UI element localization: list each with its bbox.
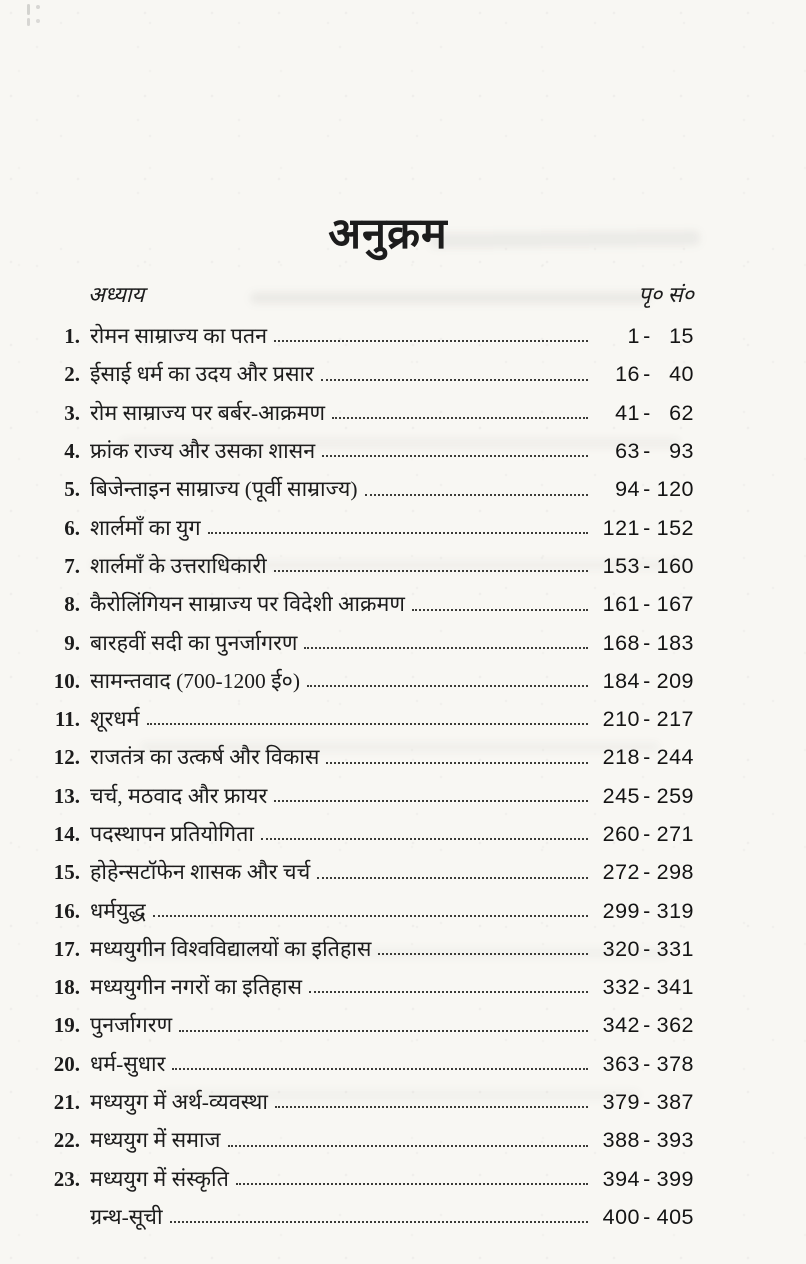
chapter-number: 18. bbox=[53, 975, 80, 1000]
page-range bbox=[594, 394, 694, 432]
toc-row bbox=[42, 317, 694, 355]
toc-row bbox=[42, 853, 694, 891]
range-dash: - bbox=[643, 668, 651, 693]
chapter-number: 1. bbox=[64, 324, 80, 349]
dot-leader bbox=[274, 340, 588, 342]
chapter-title: फ्रांक राज्य और उसका शासन bbox=[90, 439, 316, 464]
page-start: 332 bbox=[602, 975, 640, 1000]
page-end: 341 bbox=[656, 975, 694, 1000]
dot-leader bbox=[236, 1183, 588, 1185]
dot-leader bbox=[321, 379, 588, 381]
chapter-number: 16. bbox=[53, 898, 80, 923]
chapter-title: ग्रन्थ-सूची bbox=[90, 1204, 163, 1229]
dot-leader bbox=[365, 494, 588, 496]
chapter-title: शार्लमाँ के उत्तराधिकारी bbox=[90, 553, 267, 578]
range-dash: - bbox=[643, 936, 651, 961]
toc-row bbox=[42, 815, 694, 853]
page-start: 260 bbox=[602, 822, 640, 846]
page-range bbox=[594, 1160, 694, 1198]
page-range bbox=[594, 1121, 694, 1159]
toc-row bbox=[42, 624, 694, 662]
chapter-title: रोमन साम्राज्य का पतन bbox=[90, 324, 268, 349]
chapter-number: 2. bbox=[64, 362, 80, 387]
scan-speck bbox=[36, 5, 40, 9]
range-dash: - bbox=[643, 515, 651, 540]
column-headers bbox=[42, 279, 694, 309]
range-dash: - bbox=[643, 630, 651, 655]
chapter-title: मध्ययुग में संस्कृति bbox=[90, 1166, 229, 1191]
page-end: 298 bbox=[656, 860, 694, 885]
range-dash: - bbox=[643, 975, 651, 1000]
chapter-title: बारहवीं सदी का पुनर्जागरण bbox=[90, 630, 298, 655]
chapter-number: 15. bbox=[53, 860, 80, 885]
page-end: 331 bbox=[656, 936, 694, 961]
page-range bbox=[594, 892, 694, 930]
chapter-title: सामन्तवाद (700-1200 ई०) bbox=[90, 668, 300, 693]
page-start: 363 bbox=[602, 1051, 640, 1076]
page-start: 394 bbox=[602, 1166, 640, 1191]
chapter-title: मध्ययुग में अर्थ-व्यवस्था bbox=[90, 1090, 268, 1115]
range-dash: - bbox=[643, 553, 651, 578]
chapter-title: मध्ययुग में समाज bbox=[90, 1128, 221, 1153]
toc-row bbox=[42, 585, 694, 623]
dot-leader bbox=[274, 800, 588, 802]
dot-leader bbox=[274, 570, 588, 572]
page-end: 120 bbox=[656, 477, 694, 502]
chapter-number: 5. bbox=[64, 477, 80, 502]
page-start: 94 bbox=[615, 477, 640, 502]
range-dash: - bbox=[643, 477, 651, 502]
page-start: 210 bbox=[602, 707, 640, 732]
chapter-number: 3. bbox=[64, 400, 80, 425]
page-end: 15 bbox=[669, 324, 694, 349]
chapter-title: रोम साम्राज्य पर बर्बर-आक्रमण bbox=[90, 400, 326, 425]
chapter-number: 6. bbox=[64, 515, 80, 540]
chapter-number: 7. bbox=[64, 553, 80, 578]
range-dash: - bbox=[643, 400, 651, 425]
page-start: 342 bbox=[602, 1013, 640, 1038]
toc-row bbox=[42, 432, 694, 470]
dot-leader bbox=[378, 953, 588, 955]
page-end: 244 bbox=[656, 745, 694, 770]
dot-leader bbox=[179, 1030, 588, 1032]
chapter-title: मध्ययुगीन विश्वविद्यालयों का इतिहास bbox=[90, 936, 372, 961]
page-range bbox=[594, 624, 694, 662]
chapter-title: बिजेन्ताइन साम्राज्य (पूर्वी साम्राज्य) bbox=[90, 477, 358, 502]
chapter-number: 23. bbox=[53, 1166, 80, 1191]
toc-row bbox=[42, 892, 694, 930]
page-end: 167 bbox=[656, 592, 694, 617]
toc-row bbox=[42, 968, 694, 1006]
chapter-title: ईसाई धर्म का उदय और प्रसार bbox=[90, 362, 314, 387]
page-end: 259 bbox=[656, 783, 694, 808]
page-range bbox=[594, 930, 694, 968]
chapter-title: राजतंत्र का उत्कर्ष और विकास bbox=[90, 745, 320, 770]
page-end: 93 bbox=[669, 439, 694, 464]
chapter-title: धर्म-सुधार bbox=[90, 1051, 166, 1076]
page-start: 121 bbox=[602, 515, 640, 540]
toc-row bbox=[42, 1121, 694, 1159]
chapter-number: 13. bbox=[53, 783, 80, 808]
chapter-number: 17. bbox=[53, 936, 80, 961]
page-range bbox=[594, 738, 694, 776]
dot-leader bbox=[275, 1106, 588, 1108]
chapter-number: 20. bbox=[53, 1051, 80, 1076]
dot-leader bbox=[317, 877, 588, 879]
range-dash: - bbox=[643, 783, 651, 808]
range-dash: - bbox=[643, 1090, 651, 1115]
chapter-number: 12. bbox=[53, 745, 80, 770]
scan-speck bbox=[27, 18, 30, 26]
page-start: 153 bbox=[602, 553, 640, 578]
page-start: 400 bbox=[602, 1204, 640, 1229]
range-dash: - bbox=[643, 439, 651, 464]
toc-row bbox=[42, 930, 694, 968]
toc-row bbox=[42, 777, 694, 815]
page-end: 217 bbox=[656, 707, 694, 732]
toc-row bbox=[42, 700, 694, 738]
toc-row bbox=[42, 1160, 694, 1198]
page-range bbox=[594, 853, 694, 891]
scan-speck bbox=[36, 19, 40, 23]
page-range bbox=[594, 777, 694, 815]
dot-leader bbox=[326, 762, 588, 764]
page-start: 320 bbox=[602, 936, 640, 961]
page-start: 272 bbox=[602, 860, 640, 885]
range-dash: - bbox=[643, 707, 651, 732]
page-start: 63 bbox=[615, 439, 640, 464]
page-end: 160 bbox=[656, 553, 694, 578]
toc-row bbox=[42, 738, 694, 776]
dot-leader bbox=[170, 1221, 588, 1223]
toc-row bbox=[42, 1006, 694, 1044]
page-start: 245 bbox=[602, 783, 640, 808]
page-end: 393 bbox=[656, 1128, 694, 1153]
column-header-chapter: अध्याय bbox=[88, 282, 145, 308]
chapter-number: 19. bbox=[53, 1013, 80, 1038]
page-range bbox=[594, 547, 694, 585]
page-end: 405 bbox=[656, 1204, 694, 1229]
table-of-contents bbox=[42, 0, 694, 1236]
page-start: 16 bbox=[615, 362, 640, 387]
dot-leader bbox=[304, 647, 588, 649]
dot-leader bbox=[322, 455, 588, 457]
chapter-title: कैरोलिंगियन साम्राज्य पर विदेशी आक्रमण bbox=[90, 592, 405, 617]
page-end: 271 bbox=[656, 822, 694, 846]
page-range bbox=[594, 1083, 694, 1121]
page-range bbox=[594, 509, 694, 547]
toc-row bbox=[42, 355, 694, 393]
page-start: 184 bbox=[602, 668, 640, 693]
chapter-title: धर्मयुद्ध bbox=[90, 898, 146, 923]
toc-row bbox=[42, 662, 694, 700]
dot-leader bbox=[261, 838, 588, 840]
range-dash: - bbox=[643, 822, 651, 846]
range-dash: - bbox=[643, 592, 651, 617]
dot-leader bbox=[153, 915, 588, 917]
toc-row bbox=[42, 1045, 694, 1083]
page-end: 152 bbox=[656, 515, 694, 540]
page-start: 379 bbox=[602, 1090, 640, 1115]
page-end: 399 bbox=[656, 1166, 694, 1191]
range-dash: - bbox=[643, 898, 651, 923]
toc-row bbox=[42, 509, 694, 547]
page-start: 388 bbox=[602, 1128, 640, 1153]
page-range bbox=[594, 968, 694, 1006]
toc-rows bbox=[42, 317, 694, 1236]
chapter-title: मध्ययुगीन नगरों का इतिहास bbox=[90, 975, 302, 1000]
page-range bbox=[594, 662, 694, 700]
range-dash: - bbox=[643, 745, 651, 770]
chapter-number: 9. bbox=[64, 630, 80, 655]
toc-row bbox=[42, 1083, 694, 1121]
toc-row bbox=[42, 394, 694, 432]
dot-leader bbox=[307, 685, 588, 687]
page-range bbox=[594, 585, 694, 623]
range-dash: - bbox=[643, 1013, 651, 1038]
range-dash: - bbox=[643, 1204, 651, 1229]
column-header-page: पृ० सं० bbox=[638, 282, 694, 308]
range-dash: - bbox=[643, 1051, 651, 1076]
page-range bbox=[594, 317, 694, 355]
range-dash: - bbox=[643, 362, 651, 387]
chapter-title: पुनर्जागरण bbox=[90, 1013, 173, 1038]
dot-leader bbox=[412, 609, 588, 611]
range-dash: - bbox=[643, 860, 651, 885]
page-start: 1 bbox=[627, 324, 640, 349]
dot-leader bbox=[228, 1145, 588, 1147]
toc-row bbox=[42, 470, 694, 508]
dot-leader bbox=[147, 723, 589, 725]
page-end: 378 bbox=[656, 1051, 694, 1076]
page-range bbox=[594, 1198, 694, 1236]
dot-leader bbox=[208, 532, 588, 534]
chapter-number: 8. bbox=[64, 592, 80, 617]
page-range bbox=[594, 1006, 694, 1044]
chapter-title: होहेन्सटॉफेन शासक और चर्च bbox=[90, 860, 311, 885]
chapter-title: शूरधर्म bbox=[90, 707, 140, 732]
page-end: 319 bbox=[656, 898, 694, 923]
scan-speck bbox=[27, 4, 30, 15]
chapter-title: पदस्थापन प्रतियोगिता bbox=[90, 822, 254, 846]
chapter-number: 21. bbox=[53, 1090, 80, 1115]
page-range bbox=[594, 470, 694, 508]
chapter-title: शार्लमाँ का युग bbox=[90, 515, 201, 540]
page-range bbox=[594, 815, 694, 853]
page-start: 161 bbox=[602, 592, 640, 617]
chapter-number: 22. bbox=[53, 1128, 80, 1153]
page-start: 299 bbox=[602, 898, 640, 923]
page-end: 387 bbox=[656, 1090, 694, 1115]
page-start: 168 bbox=[602, 630, 640, 655]
chapter-number: 4. bbox=[64, 439, 80, 464]
page-end: 362 bbox=[656, 1013, 694, 1038]
dot-leader bbox=[309, 991, 588, 993]
range-dash: - bbox=[643, 324, 651, 349]
page-start: 41 bbox=[615, 400, 640, 425]
page-range bbox=[594, 1045, 694, 1083]
range-dash: - bbox=[643, 1166, 651, 1191]
page-range bbox=[594, 700, 694, 738]
page-start: 218 bbox=[602, 745, 640, 770]
dot-leader bbox=[332, 417, 588, 419]
chapter-number: 10. bbox=[53, 668, 80, 693]
range-dash: - bbox=[643, 1128, 651, 1153]
page-range bbox=[594, 432, 694, 470]
toc-row bbox=[42, 547, 694, 585]
toc-row bbox=[42, 1198, 694, 1236]
chapter-number: 11. bbox=[54, 707, 80, 732]
page-end: 183 bbox=[656, 630, 694, 655]
page-end: 209 bbox=[656, 668, 694, 693]
page-end: 62 bbox=[669, 400, 694, 425]
page-title: अनुक्रम bbox=[328, 211, 448, 258]
page-end: 40 bbox=[669, 362, 694, 387]
dot-leader bbox=[172, 1068, 588, 1070]
chapter-number: 14. bbox=[53, 822, 80, 846]
chapter-title: चर्च, मठवाद और फ्रायर bbox=[90, 783, 268, 808]
page-range bbox=[594, 355, 694, 393]
